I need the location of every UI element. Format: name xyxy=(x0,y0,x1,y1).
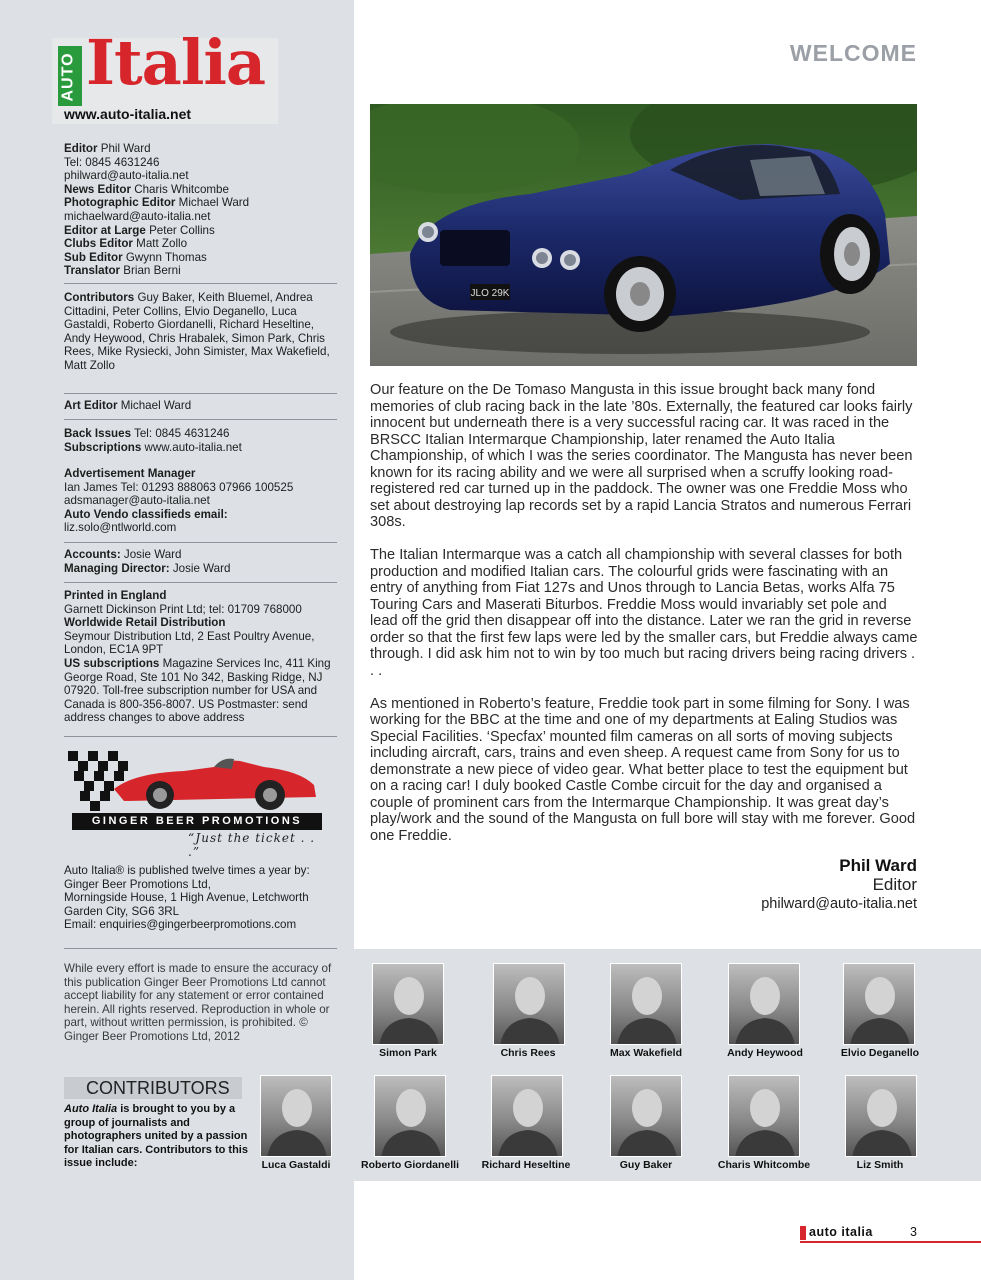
contributors-list: Contributors Guy Baker, Keith Bluemel, Andrea Cittadini, Peter Collins, Elvio Deganello, Luca Gastaldi, Roberto Giordanelli, Richard Heseltine, Andy Heywood, Chris Hrabalek, Simon Park, Chris Rees, Mike Rysiecki, John Simister, Max Wakefield, Matt Zollo xyxy=(64,291,330,372)
contributor-photo xyxy=(728,1075,800,1157)
contributor-name: Roberto Giordanelli xyxy=(360,1159,459,1171)
contributor-photo xyxy=(610,963,682,1045)
photo-editor-email[interactable]: michaelward@auto-italia.net xyxy=(64,209,211,223)
contributor-photo xyxy=(843,963,915,1045)
contributor-photo xyxy=(374,1075,446,1157)
divider xyxy=(64,736,337,737)
contributor-name: Guy Baker xyxy=(619,1159,673,1171)
editorial-staff: Editor Phil Ward Tel: 0845 4631246 philward@auto-italia.net News Editor Charis Whitcombe Photographic Editor Michael Ward michaelward@auto-italia.net Editor at Large Peter Collins Clubs Editor Matt Zollo Sub Editor Gwynn Thomas Translator Brian Berni xyxy=(64,142,340,278)
editor-signature xyxy=(761,856,917,914)
disclaimer: While every effort is made to ensure the accuracy of this publication Ginger Beer Promotions Ltd cannot accept liability for any statement or error contained herein. All rights reserved. Reproduction in whole or part, without written permission, is prohibited. © Ginger Beer Promotions Ltd, 2012 xyxy=(64,962,332,1043)
art-editor: Art Editor Michael Ward xyxy=(64,399,192,412)
contributor-photo xyxy=(491,1075,563,1157)
contributor-name: Charis Whitcombe xyxy=(717,1159,811,1171)
contributor-photo xyxy=(260,1075,332,1157)
contributor-photo xyxy=(728,963,800,1045)
publisher-tagline: “Just the ticket . . .” xyxy=(188,831,316,859)
vendo-email[interactable]: liz.solo@ntlworld.com xyxy=(64,521,177,535)
de-tomaso-mangusta-photo xyxy=(370,104,917,366)
magazine-logo[interactable] xyxy=(52,26,278,124)
divider xyxy=(64,419,337,420)
article-paragraph: Our feature on the De Tomaso Mangusta in this issue brought back many fond memories of club racing back in the late ’80s. Externally, the featured car looks fairly innocent but underneath there is a very successful racing car. It was raced in the BRSCC Italian Intermarque Championship, later renamed the Auto Italia Championship, of which I was the series coordinator. The Mangusta has never been known for its racing ability and we were all surprised when a scruffy looking road-registered red car turned up in the paddock. The owner was one Freddie Moss who set about destroying lap records set by a rapid Lancia Stratos and numerous Ferrari 308s. xyxy=(370,382,913,530)
contributor-name: Luca Gastaldi xyxy=(261,1159,331,1171)
footer-accent-mark xyxy=(800,1226,806,1240)
publisher-banner: GINGER BEER PROMOTIONS xyxy=(72,813,322,830)
svg-text:JLO 29K: JLO 29K xyxy=(470,288,510,299)
feature-photo xyxy=(370,104,917,366)
signature-name: Phil Ward xyxy=(839,856,917,875)
back-issues: Back Issues Tel: 0845 4631246 Subscriptions www.auto-italia.net xyxy=(64,427,242,454)
ads-email[interactable]: adsmanager@auto-italia.net xyxy=(64,494,210,508)
logo-wordmark: Italia xyxy=(86,26,266,99)
contributor-photo xyxy=(372,963,444,1045)
divider xyxy=(64,393,337,394)
contributors-intro: Auto Italia is brought to you by a group of journalists and photographers united by a passion for Italian cars. Contributors to this issue include: xyxy=(64,1103,248,1170)
editorial-article xyxy=(370,382,918,861)
ginger-beer-promotions-logo xyxy=(64,745,330,859)
divider xyxy=(64,542,337,543)
contributor-name: Richard Heseltine xyxy=(481,1159,571,1171)
contributor-name: Andy Heywood xyxy=(727,1047,803,1059)
page-footer xyxy=(800,1224,980,1244)
logo-auto-tab: AUTO xyxy=(58,46,82,106)
contributors-heading: CONTRIBUTORS xyxy=(64,1077,242,1099)
article-paragraph: As mentioned in Roberto’s feature, Freddie took part in some filming for Sony. I was working for the BBC at the time and one of my departments at Ealing Studios was Special Facilities. ‘Specfax’ mounted film cameras on all sorts of moving subjects including aircraft, cars, trains and even sheep. A request came from Sony for us to demonstrate a new piece of video gear. What better place to test the equipment but on a racing car! I duly booked Castle Combe circuit for the day and organised a couple of prominent cars from the Intermarque Championship. It was great day’s play/work and the sound of the Mangusta on full bore will stay with me forever. Good one Freddie. xyxy=(370,695,916,844)
contributor-name: Max Wakefield xyxy=(610,1047,682,1059)
advertising: Advertisement Manager Ian James Tel: 01293 888063 07966 100525 adsmanager@auto-italia.net Auto Vendo classifieds email: liz.solo@ntlworld.com xyxy=(64,467,340,535)
editor-email[interactable]: philward@auto-italia.net xyxy=(64,169,189,183)
contributor-photo xyxy=(610,1075,682,1157)
printing-distribution: Printed in England Garnett Dickinson Print Ltd; tel: 01709 768000 Worldwide Retail Distribution Seymour Distribution Ltd, 2 East Poultry Avenue, London, EC1A 9PT US subscriptions Magazine Services Inc, 411 King George Road, Ste 101 No 342, Basking Ridge, NJ 07920. Toll-free subscription number for USA and Canada is 800-356-8007. US Postmaster: send address changes to above address xyxy=(64,589,331,725)
footer-brand: auto italia xyxy=(809,1225,873,1239)
management: Accounts: Josie Ward Managing Director: Josie Ward xyxy=(64,548,231,575)
contributor-name: Liz Smith xyxy=(856,1159,904,1171)
publisher-info: Auto Italia® is published twelve times a year by: Ginger Beer Promotions Ltd, Morningside House, 1 High Avenue, Letchworth Garden City, SG6 3RL Email: enquiries@gingerbeerpromotions.com xyxy=(64,864,340,932)
contributor-name: Elvio Deganello xyxy=(840,1047,920,1059)
divider xyxy=(64,283,337,284)
divider xyxy=(64,948,337,949)
divider xyxy=(64,582,337,583)
publisher-email[interactable]: Email: enquiries@gingerbeerpromotions.com xyxy=(64,918,297,932)
contributor-photo xyxy=(493,963,565,1045)
signature-role: Editor xyxy=(872,875,917,894)
signature-email[interactable]: philward@auto-italia.net xyxy=(761,896,917,912)
contributor-photo xyxy=(845,1075,917,1157)
page-number: 3 xyxy=(910,1225,917,1239)
contributor-name: Chris Rees xyxy=(500,1047,556,1059)
website-link[interactable]: www.auto-italia.net xyxy=(64,106,192,122)
footer-rule xyxy=(800,1241,981,1243)
contributor-name: Simon Park xyxy=(379,1047,437,1059)
article-paragraph: The Italian Intermarque was a catch all championship with several classes for both production and modified Italian cars. The colourful grids were fascinating with an entry of anything from Fiat 127s and Unos through to Lancia Betas, works Alfa 75 Touring Cars and Maserati Biturbos. Freddie Moss would invariably set pole and lead off the grid then disappear off into the distance. Later we ran the grid in reverse order so that the first few laps were led by the smaller cars, but Freddie always came through. I did ask him not to win by too much but racing drivers being racing drivers . . . xyxy=(370,547,918,679)
section-title: WELCOME xyxy=(789,40,917,66)
